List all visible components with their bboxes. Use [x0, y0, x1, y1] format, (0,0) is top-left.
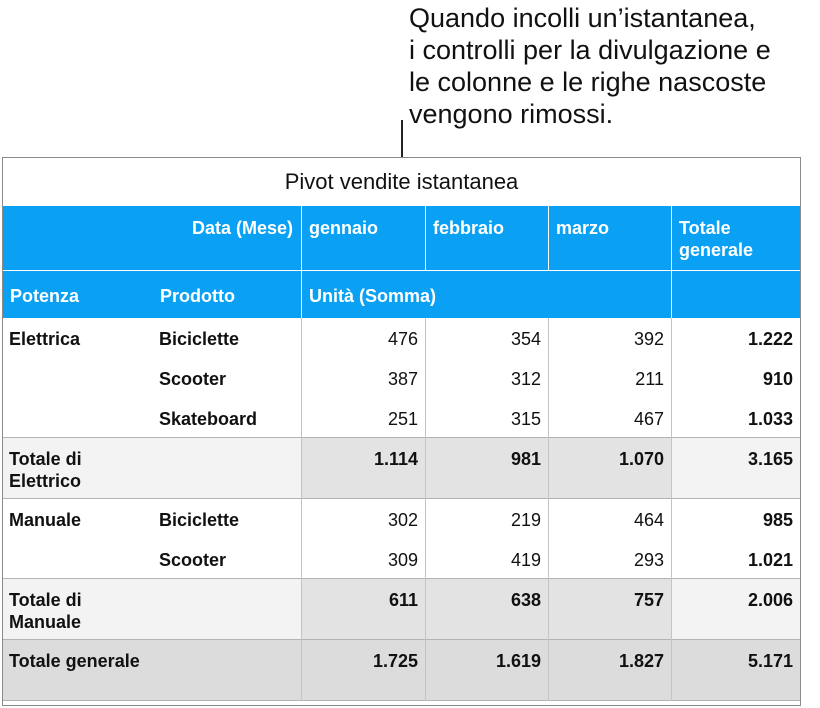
value-cell[interactable]: 211	[635, 369, 664, 389]
column-field-label[interactable]: Data (Mese)	[191, 218, 293, 238]
value-cell[interactable]: 464	[633, 510, 664, 530]
value-field-label[interactable]: Unità (Somma)	[301, 271, 671, 318]
callout-text	[409, 2, 819, 130]
row-total-cell[interactable]: 985	[762, 510, 793, 530]
column-divider	[548, 318, 549, 701]
row-product-cell[interactable]: Scooter	[159, 550, 227, 570]
column-divider	[425, 318, 426, 701]
grand-total-row	[3, 640, 800, 701]
callout-leader-line	[401, 120, 403, 158]
value-cell[interactable]: 1.619	[495, 651, 541, 671]
table-title: Pivot vendite istantanea	[3, 158, 800, 206]
column-divider	[301, 318, 302, 701]
subtotal-row	[3, 579, 800, 640]
row-field-label-1[interactable]: Potenza	[10, 286, 80, 306]
column-header-grand-total[interactable]: Totale generale	[671, 206, 800, 270]
row-field-label-2[interactable]: Prodotto	[160, 286, 235, 306]
value-cell[interactable]: 757	[548, 579, 671, 640]
value-cell[interactable]: 302	[387, 510, 418, 530]
value-cell[interactable]: 392	[633, 329, 664, 349]
row-product-cell[interactable]: Skateboard	[159, 409, 258, 429]
row-product-cell[interactable]: Biciclette	[159, 329, 240, 349]
table-row	[3, 398, 800, 438]
table-row	[3, 318, 800, 358]
row-total-cell[interactable]: 3.165	[671, 438, 800, 499]
row-total-cell[interactable]: 1.033	[747, 409, 793, 429]
value-cell[interactable]: 981	[425, 438, 548, 499]
value-cell[interactable]: 315	[510, 409, 541, 429]
value-cell[interactable]: 419	[510, 550, 541, 570]
value-cell[interactable]: 1.827	[618, 651, 664, 671]
row-group-cell[interactable]: Totale generale	[9, 651, 140, 671]
callout-line-1: Quando incolli un’istantanea,	[409, 3, 756, 33]
value-cell[interactable]: 312	[510, 369, 541, 389]
row-total-cell[interactable]: 1.222	[747, 329, 793, 349]
value-cell[interactable]: 476	[387, 329, 418, 349]
value-cell[interactable]: 467	[633, 409, 664, 429]
table-row	[3, 539, 800, 579]
row-group-cell[interactable]: Totale di Manuale	[9, 590, 82, 632]
row-group-cell[interactable]	[3, 358, 153, 398]
column-header-month-3[interactable]: marzo	[548, 206, 671, 270]
column-divider	[671, 318, 672, 701]
row-total-cell[interactable]: 910	[762, 369, 793, 389]
row-group-cell[interactable]	[3, 398, 153, 438]
column-header-month-1[interactable]: gennaio	[301, 206, 425, 270]
value-cell[interactable]: 354	[510, 329, 541, 349]
value-cell[interactable]: 638	[425, 579, 548, 640]
row-product-cell[interactable]	[153, 579, 301, 640]
row-divider	[3, 700, 800, 701]
value-cell[interactable]: 611	[301, 579, 425, 640]
callout-line-4: vengono rimossi.	[409, 99, 614, 129]
row-total-cell[interactable]: 1.021	[747, 550, 793, 570]
header-row-columns	[3, 206, 800, 270]
value-cell[interactable]: 387	[387, 369, 418, 389]
row-total-cell[interactable]: 5.171	[747, 651, 793, 671]
column-header-month-2[interactable]: febbraio	[425, 206, 548, 270]
header-row-fields	[3, 270, 800, 318]
table-row	[3, 499, 800, 539]
value-cell[interactable]: 251	[387, 409, 418, 429]
row-product-cell[interactable]: Scooter	[159, 369, 227, 389]
value-cell[interactable]: 219	[510, 510, 541, 530]
callout-line-3: le colonne e le righe nascoste	[409, 67, 767, 97]
subtotal-row	[3, 438, 800, 499]
value-cell[interactable]: 1.070	[548, 438, 671, 499]
callout-line-2: i controlli per la divulgazione e	[409, 35, 771, 65]
row-product-cell[interactable]: Biciclette	[159, 510, 240, 530]
value-cell[interactable]: 309	[387, 550, 418, 570]
header-grand-total-blank	[671, 271, 800, 318]
row-group-cell[interactable]: Totale di Elettrico	[9, 449, 82, 491]
value-cell[interactable]: 293	[633, 550, 664, 570]
pivot-table[interactable]	[2, 157, 801, 706]
table-row	[3, 358, 800, 398]
value-cell[interactable]: 1.114	[301, 438, 425, 499]
row-group-cell[interactable]: Elettrica	[9, 329, 81, 349]
row-total-cell[interactable]: 2.006	[671, 579, 800, 640]
row-group-cell[interactable]: Manuale	[9, 510, 82, 530]
row-product-cell[interactable]	[153, 640, 301, 701]
row-product-cell[interactable]	[153, 438, 301, 499]
row-group-cell[interactable]	[3, 539, 153, 579]
value-cell[interactable]: 1.725	[372, 651, 418, 671]
